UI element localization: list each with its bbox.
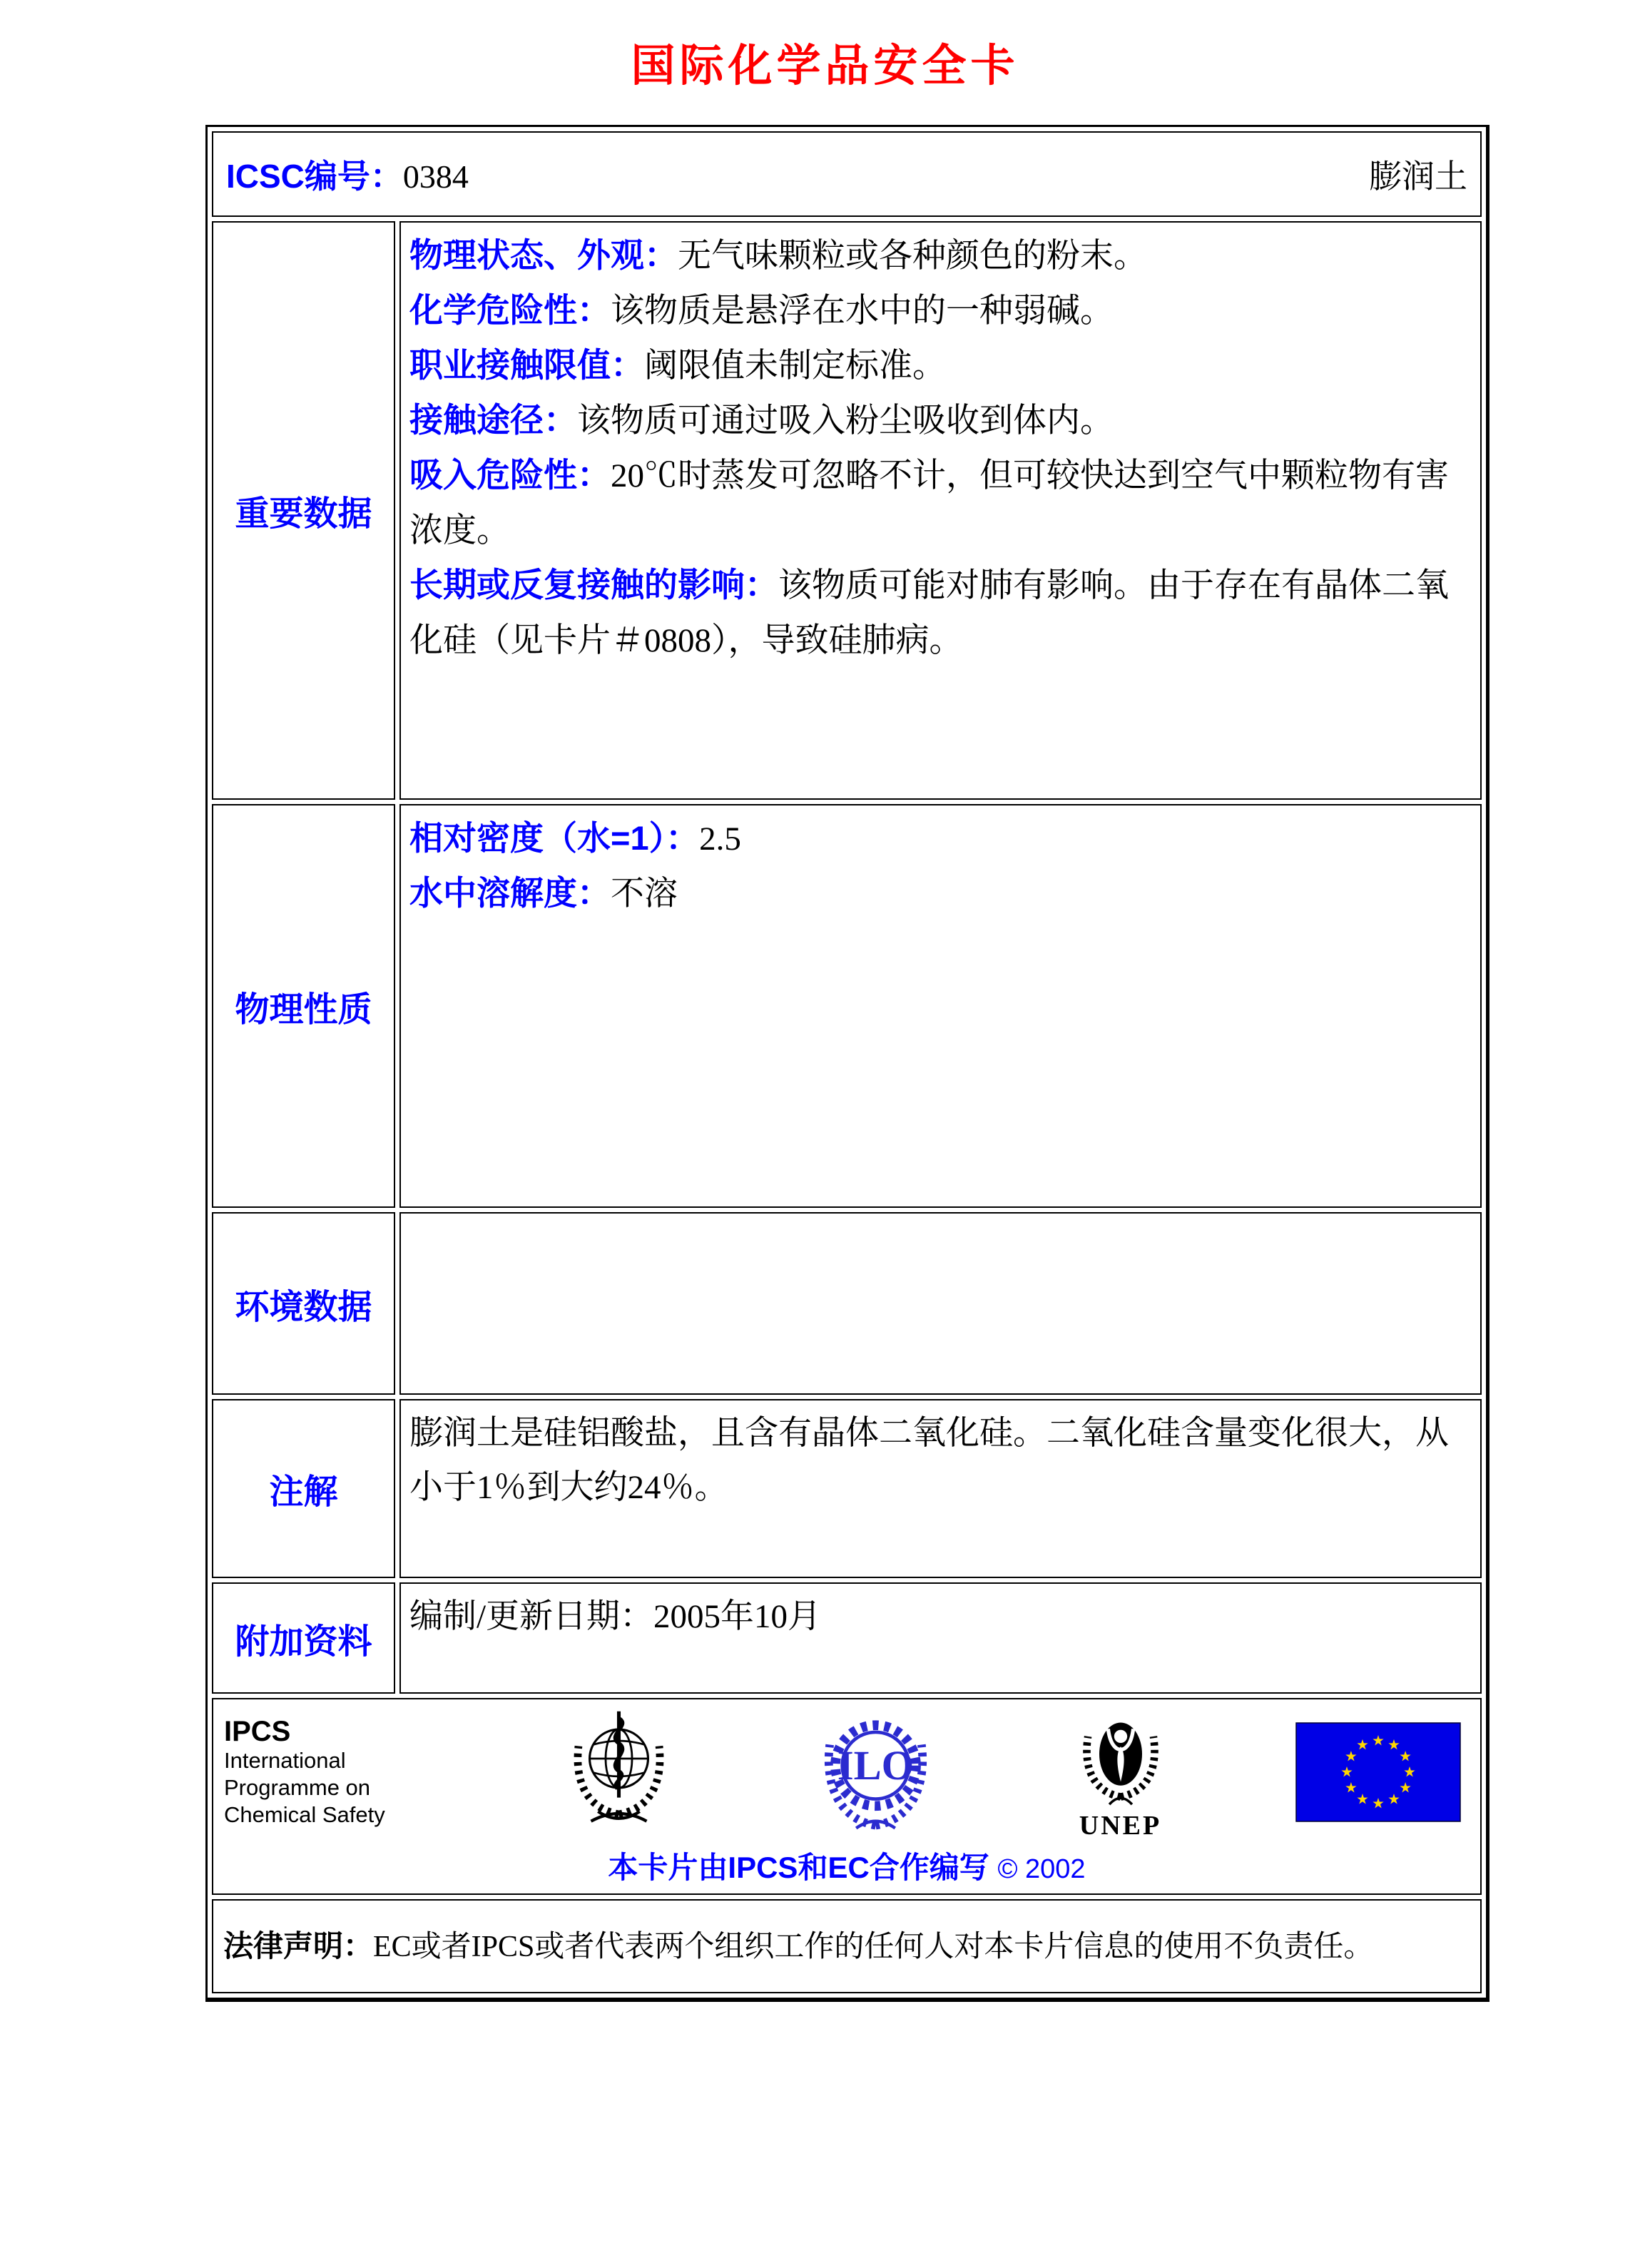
- property-value: 该物质可能对肺有影响。由于存在有晶体二氧化硅（见卡片＃0808），导致硅肺病。: [409, 567, 1449, 659]
- section-label-environmental-data: 环境数据: [235, 1288, 372, 1326]
- important-data-row: [212, 221, 1482, 800]
- additional-info-content-cell: [399, 1582, 1482, 1694]
- property-value: 不溶: [611, 875, 678, 912]
- icsc-number: [226, 151, 469, 198]
- property-label: 吸入危险性：: [409, 456, 611, 494]
- who-logo-icon: [549, 1703, 688, 1842]
- section-label-physical-properties: 物理性质: [235, 990, 372, 1029]
- legal-cell: [212, 1899, 1482, 1993]
- property-line: [409, 558, 1472, 668]
- important-data-label-cell: [212, 221, 395, 800]
- section-label-notes: 注解: [269, 1473, 338, 1511]
- physical-properties-content-cell: [399, 804, 1482, 1208]
- environmental-data-content-cell: [399, 1212, 1482, 1395]
- environmental-data-label-cell: [212, 1212, 395, 1395]
- page-title: 国际化学品安全卡: [631, 41, 1019, 91]
- ipcs-line: International: [224, 1748, 346, 1773]
- property-line: [409, 448, 1472, 558]
- property-label: 化学危险性：: [409, 291, 611, 329]
- property-value: 无气味颗粒或各种颜色的粉末。: [678, 238, 1147, 275]
- eu-flag-icon: [1295, 1722, 1461, 1822]
- property-label: 水中溶解度：: [409, 874, 611, 912]
- property-value: 该物质是悬浮在水中的一种弱碱。: [611, 293, 1114, 330]
- property-label: 物理状态、外观：: [409, 236, 678, 274]
- section-label-additional-info: 附加资料: [235, 1622, 372, 1661]
- copyright-text: © 2002: [997, 1854, 1086, 1884]
- physical-properties-row: [212, 804, 1482, 1208]
- additional-info-row: [212, 1582, 1482, 1694]
- notes-row: [212, 1399, 1482, 1578]
- property-line: [409, 283, 1472, 338]
- credit-line: [214, 1844, 1480, 1887]
- ipcs-text-block: [224, 1716, 431, 1829]
- property-line: [409, 228, 1472, 283]
- property-line: [409, 811, 1472, 866]
- property-value: 阈限值未制定标准。: [644, 347, 946, 385]
- ipcs-acronym: IPCS: [224, 1716, 291, 1747]
- ipcs-line: Programme on: [224, 1775, 371, 1800]
- header-cell: [212, 131, 1482, 217]
- property-value: 该物质可通过吸入粉尘吸收到体内。: [577, 402, 1114, 439]
- unep-logo-icon: [1064, 1704, 1178, 1811]
- environmental-data-row: [212, 1212, 1482, 1395]
- property-label: 长期或反复接触的影响：: [409, 566, 778, 604]
- legal-text: EC或者IPCS或者代表两个组织工作的任何人对本卡片信息的使用不负责任。: [373, 1930, 1374, 1963]
- icsc-table: [205, 125, 1489, 2002]
- additional-info-text: 编制/更新日期：2005年10月: [409, 1598, 822, 1635]
- property-label: 相对密度（水=1）：: [409, 819, 700, 857]
- notes-label-cell: [212, 1399, 395, 1578]
- unep-logo-block: [1064, 1704, 1178, 1841]
- property-line: [409, 338, 1472, 393]
- header-row: [212, 131, 1482, 217]
- unep-logo-text: UNEP: [1079, 1810, 1162, 1841]
- property-label: 职业接触限值：: [409, 346, 644, 384]
- property-label: 接触途径：: [409, 401, 577, 439]
- notes-content-cell: [399, 1399, 1482, 1578]
- important-data-content-cell: [399, 221, 1482, 800]
- logos-cell: [212, 1698, 1482, 1895]
- icsc-card: [205, 125, 1650, 2002]
- notes-text: 膨润土是硅铝酸盐，且含有晶体二氧化硅。二氧化硅含量变化很大，从小于1％到大约24％。: [409, 1415, 1449, 1506]
- substance-name: 膨润土: [1369, 158, 1467, 195]
- property-value: 2.5: [699, 820, 741, 858]
- icsc-number-value: 0384: [402, 158, 469, 195]
- legal-row: [212, 1899, 1482, 1993]
- property-line: [409, 866, 1472, 921]
- legal-label: 法律声明：: [223, 1928, 374, 1963]
- property-line: [409, 393, 1472, 448]
- additional-info-label-cell: [212, 1582, 395, 1694]
- ilo-logo-icon: [806, 1703, 945, 1842]
- ipcs-line: Chemical Safety: [224, 1802, 385, 1827]
- physical-properties-label-cell: [212, 804, 395, 1208]
- icsc-number-label: ICSC编号：: [226, 158, 403, 195]
- property-value: 20℃时蒸发可忽略不计，但可较快达到空气中颗粒物有害浓度。: [409, 457, 1449, 549]
- ilo-logo-text: ILO: [837, 1741, 915, 1789]
- logos-row: [212, 1698, 1482, 1895]
- section-label-important-data: 重要数据: [235, 495, 372, 533]
- credit-text: 本卡片由IPCS和EC合作编写: [608, 1851, 989, 1884]
